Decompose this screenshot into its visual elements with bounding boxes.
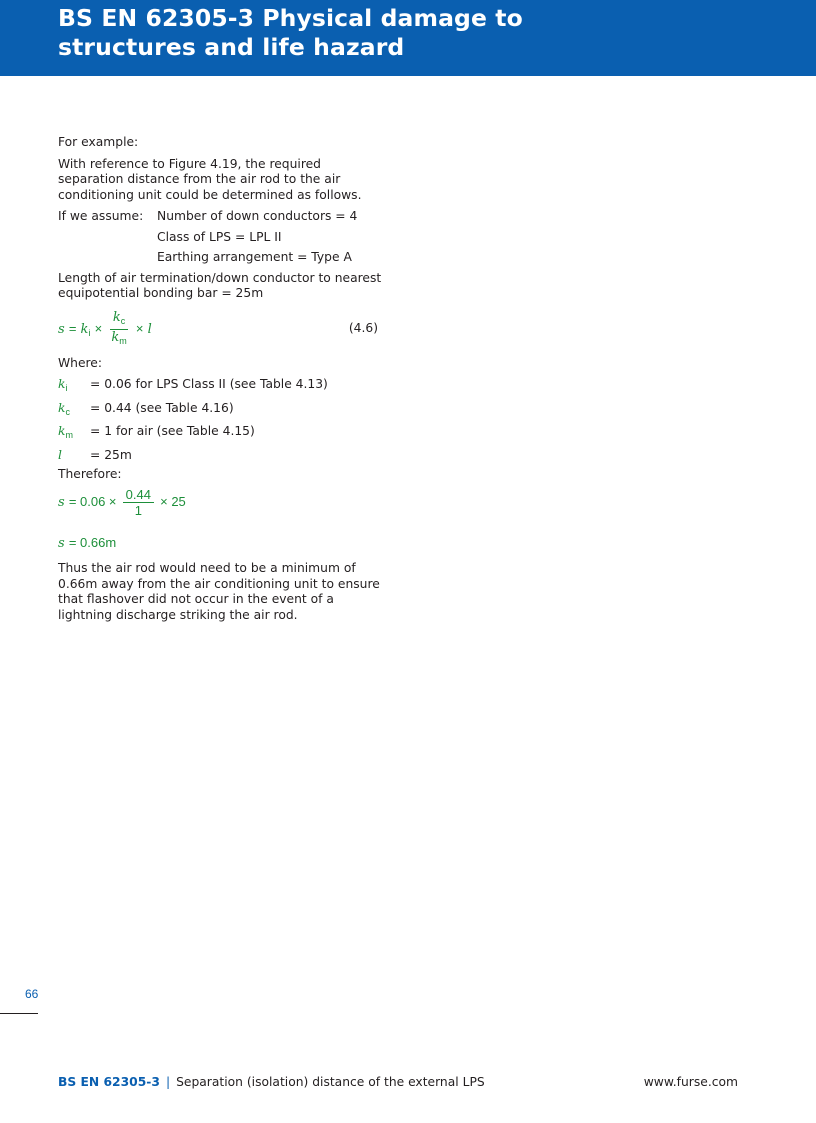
calc-numerator: 0.44 (123, 487, 154, 503)
footer-url[interactable]: www.furse.com (643, 1075, 738, 1089)
definition-symbol: k (58, 400, 66, 415)
definition-symbol-sub: m (65, 430, 73, 440)
calc-fraction (123, 487, 154, 518)
definition-symbol-sub: c (65, 406, 70, 417)
definition-symbol-sub: i (65, 383, 68, 393)
main-content (58, 135, 388, 623)
page-number: 66 (25, 987, 39, 1001)
formula-times: × (94, 320, 103, 336)
length-text: Length of air termination/down conductor to nearest equipotential bonding bar = 25m (58, 270, 382, 300)
definition-row (58, 424, 388, 444)
formula-k: k (80, 321, 89, 337)
definition-symbol: l (58, 447, 62, 462)
calc-equals: = 0.06 × (68, 493, 117, 509)
calculation-formula (58, 487, 388, 527)
definition-symbol: k (58, 424, 66, 438)
calc-denominator: 1 (134, 502, 142, 518)
page-number-rule (0, 1013, 38, 1014)
definition-symbol: k (58, 377, 66, 391)
page-header-banner (0, 0, 816, 76)
assumption-item: Earthing arrangement = Type A (157, 250, 352, 264)
footer-section-title: Separation (isolation) distance of the external LPS (176, 1075, 485, 1089)
definition-text: = 0.44 (see Table 4.16) (90, 400, 234, 415)
result-s: s (58, 535, 65, 551)
page-title-line-1: BS EN 62305-3 Physical damage to (58, 4, 523, 32)
conclusion-text: Thus the air rod would need to be a minimum of 0.66m away from the air conditioning unit to ensure that flashover did not occur in the event of a lightning discharge striking the air rod. (58, 561, 380, 622)
separation-distance-formula (58, 310, 388, 350)
paragraph-reference: With reference to Figure 4.19, the required separation distance from the air rod to the air conditioning unit could be determined as follows. (58, 156, 362, 202)
calc-tail: × 25 (160, 493, 186, 509)
therefore-label: Therefore: (58, 467, 122, 481)
definition-row (58, 377, 388, 397)
page-title (58, 4, 523, 62)
formula-l: l (147, 321, 152, 337)
page-title-line-2: structures and life hazard (58, 33, 405, 61)
formula-kc-sub: c (120, 315, 126, 326)
footer (58, 1075, 485, 1089)
definition-row (58, 401, 388, 421)
footer-separator: | (165, 1075, 171, 1089)
assumption-row (58, 209, 388, 225)
formula-km: k (111, 329, 120, 345)
intro-text: For example: (58, 135, 139, 149)
result-value: = 0.66m (68, 534, 117, 550)
assumption-item: Class of LPS = LPL II (157, 229, 282, 244)
assume-label: If we assume: (58, 209, 144, 223)
calc-s: s (58, 494, 65, 510)
formula-km-sub: m (119, 335, 127, 346)
definition-row (58, 448, 388, 464)
formula-k-sub: i (88, 327, 91, 338)
result-formula (58, 535, 388, 552)
formula-equals: = (68, 320, 77, 336)
formula-kc: k (112, 309, 121, 325)
definition-text: = 1 for air (see Table 4.15) (90, 424, 255, 438)
formula-times-2: × (135, 320, 144, 336)
formula-fraction (108, 310, 129, 349)
definition-text: = 25m (90, 447, 132, 462)
footer-standard-ref: BS EN 62305-3 (58, 1075, 160, 1089)
definition-text: = 0.06 for LPS Class II (see Table 4.13) (90, 377, 328, 391)
where-label: Where: (58, 355, 103, 370)
equation-number: (4.6) (348, 320, 378, 335)
assumption-item: Number of down conductors = 4 (157, 209, 358, 223)
formula-s: s (58, 321, 65, 337)
